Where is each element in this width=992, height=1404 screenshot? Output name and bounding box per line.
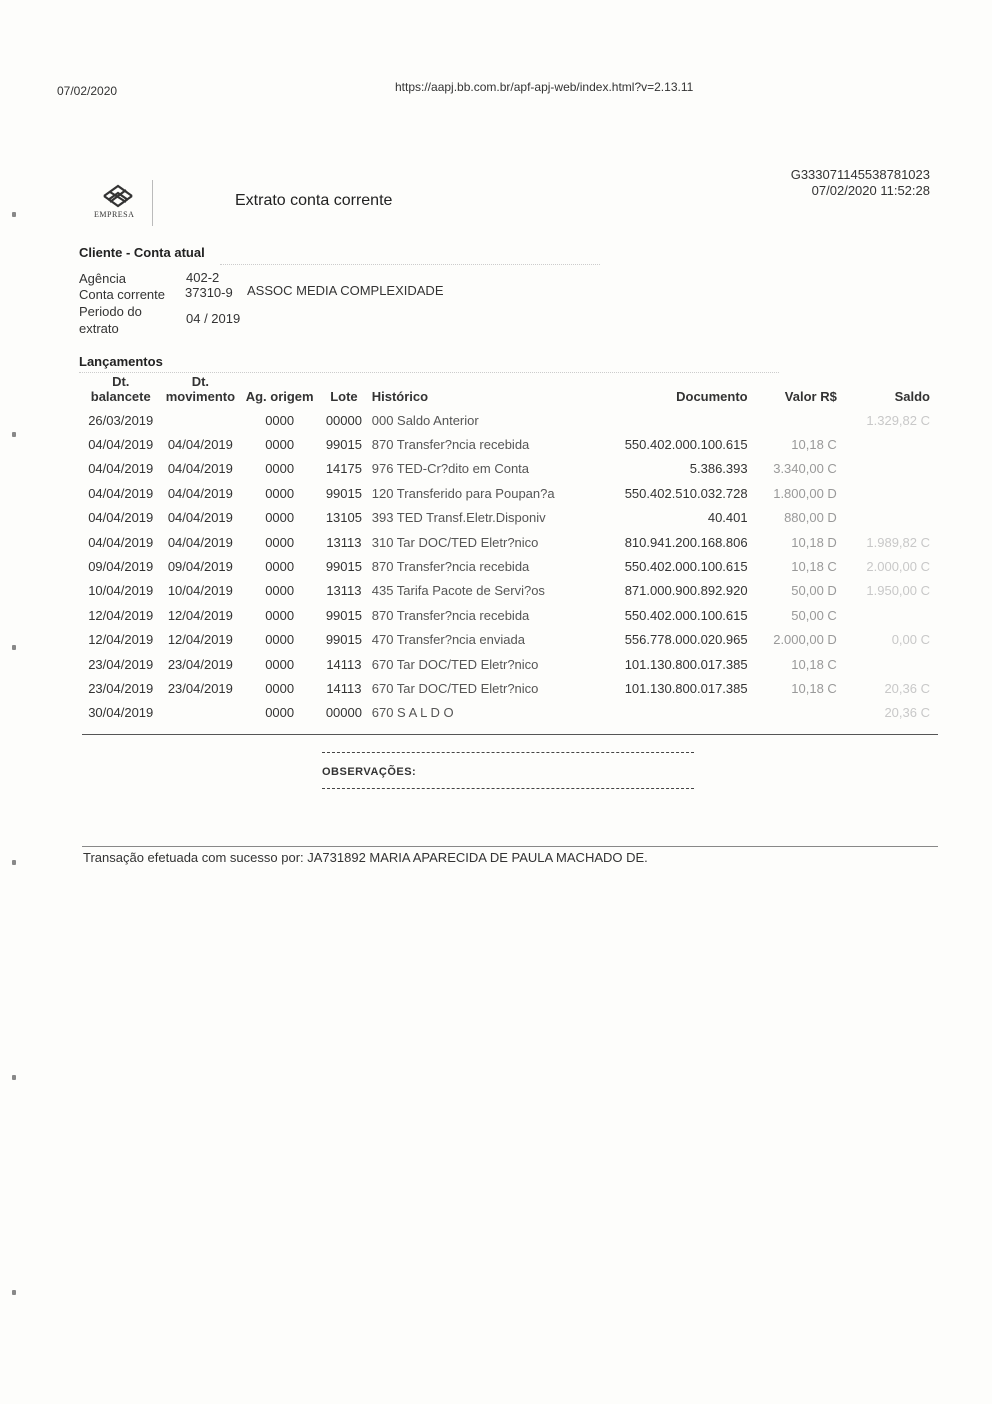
cell-documento: 556.778.000.020.965 <box>624 632 748 648</box>
col-header-dt-balancete: Dt. balancete <box>90 374 151 404</box>
bank-logo <box>84 180 153 226</box>
cell-valor: 10,18 C <box>791 656 837 672</box>
cell-saldo <box>837 457 936 481</box>
cell-dt-movimento <box>162 408 240 432</box>
cell-documento: 550.402.000.100.615 <box>624 559 748 575</box>
cell-historico: 470 Transfer?ncia enviada <box>371 632 525 648</box>
faint-divider <box>220 264 600 265</box>
cell-dt-movimento: 04/04/2019 <box>167 437 233 453</box>
cell-dt-movimento: 04/04/2019 <box>167 534 233 550</box>
table-row <box>80 701 936 725</box>
cell-historico: 310 Tar DOC/TED Eletr?nico <box>371 534 539 550</box>
table-row <box>80 530 936 554</box>
conta-name: ASSOC MEDIA COMPLEXIDADE <box>247 283 444 298</box>
cell-historico: 670 S A L D O <box>371 705 454 721</box>
cell-lote: 13113 <box>326 534 362 550</box>
conta-label: Conta corrente <box>79 287 165 302</box>
cell-lote: 13105 <box>325 510 362 526</box>
cell-ag-origem: 0000 <box>265 656 295 672</box>
cell-historico: 976 TED-Cr?dito em Conta <box>371 461 530 477</box>
statement-table <box>80 374 936 725</box>
cell-ag-origem: 0000 <box>265 607 295 623</box>
cell-valor: 10,18 C <box>791 680 837 696</box>
logo-text: EMPRESA <box>94 210 135 219</box>
cell-dt-balancete: 04/04/2019 <box>88 461 154 477</box>
cell-dt-balancete: 26/03/2019 <box>88 412 154 428</box>
cell-dt-balancete: 23/04/2019 <box>88 680 154 696</box>
transaction-footer: Transação efetuada com sucesso por: JA731892 MARIA APARECIDA DE PAULA MACHADO DE. <box>83 850 648 865</box>
cell-lote: 99015 <box>325 559 362 575</box>
col-header-dt-movimento: Dt. movimento <box>165 374 236 404</box>
cell-historico: 435 Tarifa Pacote de Servi?os <box>371 583 545 599</box>
cell-valor <box>748 701 837 725</box>
cell-dt-movimento: 12/04/2019 <box>167 632 233 648</box>
cell-saldo <box>837 481 936 505</box>
cell-ag-origem: 0000 <box>265 632 295 648</box>
lancamentos-title: Lançamentos <box>79 354 163 369</box>
cell-ag-origem: 0000 <box>265 461 295 477</box>
cell-lote: 14175 <box>325 461 362 477</box>
punch-mark <box>12 1075 16 1080</box>
periodo-label-line1: Periodo do <box>79 304 142 319</box>
cell-dt-movimento: 23/04/2019 <box>167 680 233 696</box>
agencia-value: 402-2 <box>186 270 220 285</box>
cell-dt-balancete: 30/04/2019 <box>88 705 154 721</box>
periodo-value: 04 / 2019 <box>186 311 241 326</box>
cell-documento: 101.130.800.017.385 <box>624 656 748 672</box>
cell-valor: 3.340,00 C <box>773 461 837 477</box>
cell-dt-movimento: 04/04/2019 <box>167 461 233 477</box>
cell-dt-balancete: 12/04/2019 <box>88 632 154 648</box>
col-header-documento: Documento <box>676 389 748 404</box>
table-row <box>80 481 936 505</box>
cell-valor: 50,00 D <box>791 583 837 599</box>
cell-valor: 1.800,00 D <box>773 485 837 501</box>
punch-mark <box>12 1290 16 1295</box>
cell-ag-origem: 0000 <box>265 559 295 575</box>
conta-value: 37310-9 <box>185 285 233 300</box>
col-header-lote: Lote <box>330 389 358 404</box>
cell-historico: 870 Transfer?ncia recebida <box>371 437 530 453</box>
faint-divider <box>79 372 779 373</box>
cell-dt-movimento: 09/04/2019 <box>167 559 233 575</box>
cell-dt-movimento: 23/04/2019 <box>167 656 233 672</box>
table-row <box>80 628 936 652</box>
col-header-valor: Valor R$ <box>784 389 837 404</box>
cell-valor: 880,00 D <box>784 510 837 526</box>
cell-documento: 550.402.000.100.615 <box>624 437 748 453</box>
cell-ag-origem: 0000 <box>265 534 295 550</box>
cell-documento <box>600 408 747 432</box>
cell-ag-origem: 0000 <box>265 680 295 696</box>
cell-saldo: 20,36 C <box>884 680 930 696</box>
cell-saldo: 20,36 C <box>884 705 930 721</box>
table-row <box>80 457 936 481</box>
cell-dt-movimento: 10/04/2019 <box>167 583 233 599</box>
cell-dt-movimento: 04/04/2019 <box>167 510 233 526</box>
cell-saldo: 1.989,82 C <box>866 534 930 550</box>
cell-dt-balancete: 09/04/2019 <box>88 559 154 575</box>
cell-lote: 99015 <box>325 485 362 501</box>
cell-documento: 871.000.900.892.920 <box>624 583 748 599</box>
cell-dt-balancete: 04/04/2019 <box>88 510 154 526</box>
periodo-label-line2: extrato <box>79 321 119 336</box>
cell-historico: 000 Saldo Anterior <box>371 412 479 428</box>
print-date: 07/02/2020 <box>57 84 118 98</box>
cell-ag-origem: 0000 <box>265 437 295 453</box>
cell-lote: 99015 <box>325 437 362 453</box>
cell-ag-origem: 0000 <box>265 412 295 428</box>
cell-historico: 670 Tar DOC/TED Eletr?nico <box>371 680 539 696</box>
cell-valor: 10,18 D <box>791 534 837 550</box>
page-title: Extrato conta corrente <box>235 192 393 209</box>
cell-dt-balancete: 23/04/2019 <box>88 656 154 672</box>
cell-documento: 40.401 <box>707 510 748 526</box>
cell-dt-movimento <box>162 701 240 725</box>
cell-valor: 10,18 C <box>791 437 837 453</box>
cell-dt-balancete: 04/04/2019 <box>88 437 154 453</box>
table-row <box>80 676 936 700</box>
print-url: https://aapj.bb.com.br/apf-apj-web/index.html?v=2.13.11 <box>395 80 694 94</box>
cell-documento: 810.941.200.168.806 <box>624 534 748 550</box>
cell-dt-balancete: 10/04/2019 <box>88 583 154 599</box>
cell-lote: 99015 <box>325 632 362 648</box>
cell-dt-movimento: 04/04/2019 <box>167 485 233 501</box>
col-header-saldo: Saldo <box>894 389 930 404</box>
punch-mark <box>12 432 16 437</box>
cell-historico: 870 Transfer?ncia recebida <box>371 607 530 623</box>
cell-lote: 14113 <box>326 680 362 696</box>
col-header-ag-origem: Ag. origem <box>245 389 314 404</box>
cell-historico: 120 Transferido para Poupan?a <box>371 485 555 501</box>
cell-saldo: 2.000,00 C <box>866 559 930 575</box>
cell-lote: 14113 <box>326 656 362 672</box>
cell-lote: 00000 <box>325 412 362 428</box>
table-row <box>80 554 936 578</box>
table-bottom-rule <box>82 734 938 735</box>
cell-dt-movimento: 12/04/2019 <box>167 607 233 623</box>
table-row <box>80 432 936 456</box>
punch-mark <box>12 860 16 865</box>
table-row <box>80 652 936 676</box>
cell-saldo: 1.329,82 C <box>866 412 930 428</box>
reference-datetime: 07/02/2020 11:52:28 <box>811 183 930 198</box>
cell-historico: 670 Tar DOC/TED Eletr?nico <box>371 656 539 672</box>
reference-code: G333071145538781023 <box>790 167 930 182</box>
table-row <box>80 579 936 603</box>
cell-lote: 99015 <box>325 607 362 623</box>
cell-valor: 50,00 C <box>791 607 837 623</box>
cell-saldo <box>837 652 936 676</box>
cell-ag-origem: 0000 <box>265 485 295 501</box>
dashed-divider <box>322 788 694 789</box>
punch-mark <box>12 645 16 650</box>
cell-documento <box>600 701 747 725</box>
cell-historico: 870 Transfer?ncia recebida <box>371 559 530 575</box>
cell-valor: 10,18 C <box>791 559 837 575</box>
client-section-title: Cliente - Conta atual <box>79 245 205 260</box>
observacoes-label: OBSERVAÇÕES: <box>322 766 417 778</box>
cell-ag-origem: 0000 <box>265 583 295 599</box>
cell-valor: 2.000,00 D <box>773 632 837 648</box>
col-header-historico: Histórico <box>371 389 429 404</box>
cell-documento: 101.130.800.017.385 <box>624 680 748 696</box>
cell-saldo <box>837 506 936 530</box>
cell-lote: 13113 <box>326 583 362 599</box>
punch-mark <box>12 212 16 217</box>
cell-saldo: 0,00 C <box>891 632 930 648</box>
table-row <box>80 408 936 432</box>
dashed-divider <box>322 752 694 753</box>
cell-saldo <box>837 432 936 456</box>
footer-rule <box>82 846 938 847</box>
cell-documento: 550.402.000.100.615 <box>624 607 748 623</box>
cell-valor <box>748 408 837 432</box>
cell-lote: 00000 <box>325 705 362 721</box>
cell-dt-balancete: 04/04/2019 <box>88 534 154 550</box>
bank-logo-icon <box>96 182 140 210</box>
cell-ag-origem: 0000 <box>265 510 295 526</box>
table-row <box>80 506 936 530</box>
agencia-label: Agência <box>79 271 126 286</box>
cell-documento: 550.402.510.032.728 <box>624 485 748 501</box>
cell-documento: 5.386.393 <box>689 461 748 477</box>
cell-dt-balancete: 12/04/2019 <box>88 607 154 623</box>
table-header-row <box>80 374 936 408</box>
cell-saldo <box>837 603 936 627</box>
cell-dt-balancete: 04/04/2019 <box>88 485 154 501</box>
cell-ag-origem: 0000 <box>265 705 295 721</box>
cell-saldo: 1.950,00 C <box>866 583 930 599</box>
reference-block <box>791 167 930 199</box>
table-row <box>80 603 936 627</box>
cell-historico: 393 TED Transf.Eletr.Disponiv <box>371 510 546 526</box>
